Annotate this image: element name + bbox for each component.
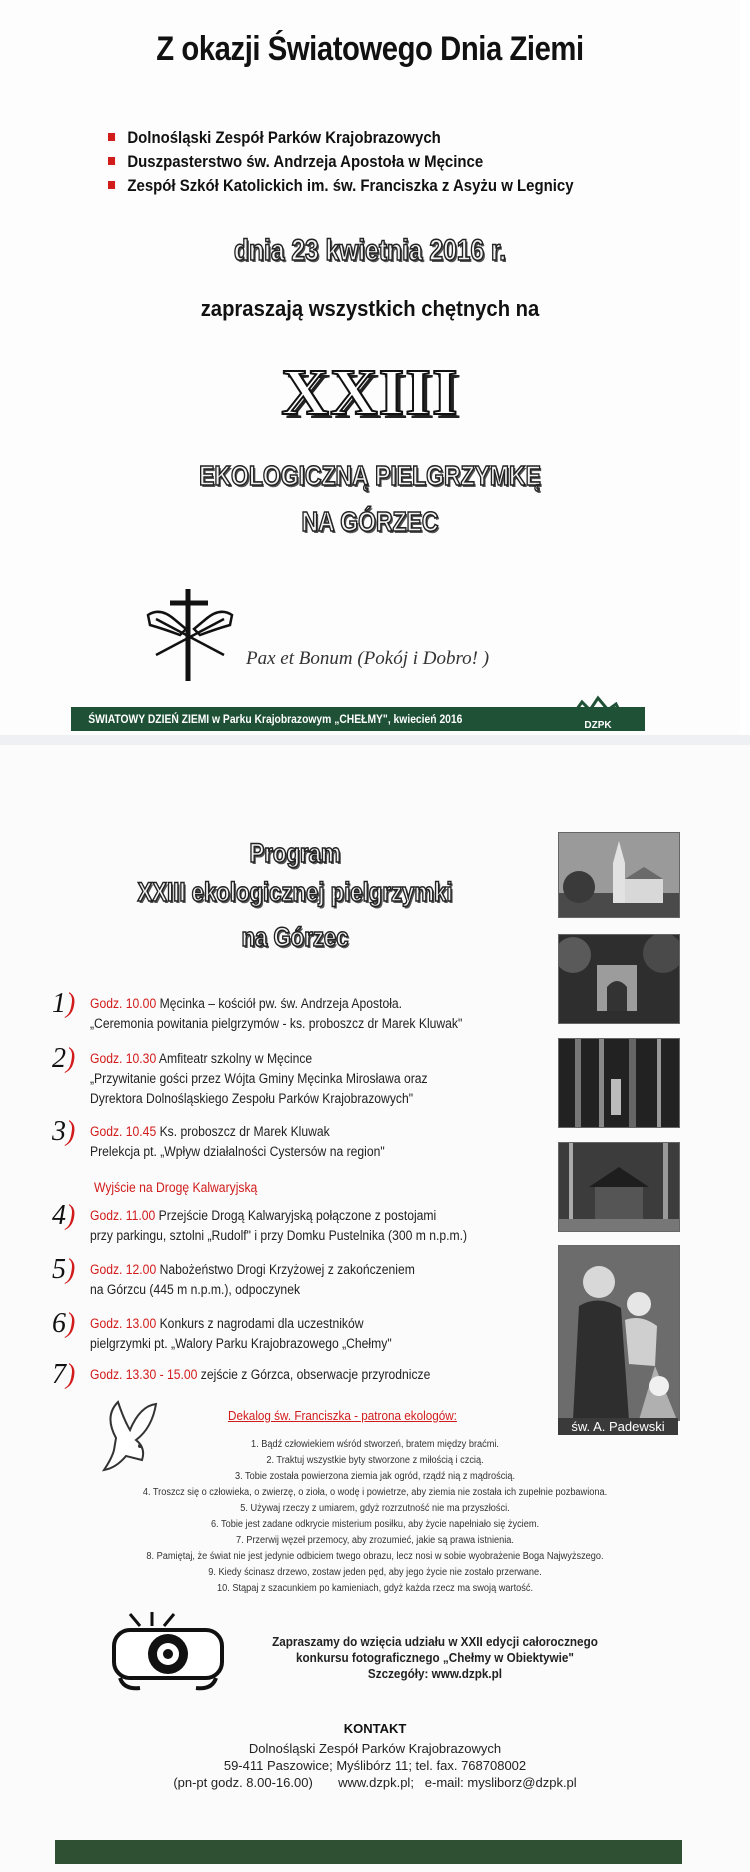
program-item: Godz. 13.30 - 15.00 zejście z Górzca, obserwacje przyrodnicze (90, 1367, 431, 1382)
page-separator (0, 735, 750, 745)
contact-line: (pn-pt godz. 8.00-16.00) www.dzpk.pl; e-mail: mysliborz@dzpk.pl (173, 1775, 577, 1790)
organizer-list (108, 126, 668, 198)
contest-link[interactable]: Szczegóły: www.dzpk.pl (367, 1666, 503, 1681)
poster-page-1 (0, 0, 740, 735)
bottom-bar (55, 1840, 682, 1864)
dekalog-rule: 3. Tobie została powierzona ziemia jak ogród, rządź nią z mądrością. (234, 1471, 516, 1482)
dekalog-rule: 1. Bądź człowiekiem wśród stworzeń, bratem między braćmi. (251, 1439, 499, 1450)
program-item: Godz. 13.00 Konkurs z nagrodami dla uczestników pielgrzymki pt. „Walory Parku Krajobrazowego „Chełmy" (90, 1316, 392, 1351)
program-item: Godz. 10.00 Męcinka – kościół pw. św. Andrzeja Apostoła. „Ceremonia powitania pielgrzymów - ks. proboszcz dr Marek Kluwak" (90, 996, 463, 1031)
program-item-number: 6) (52, 1308, 76, 1339)
program-item: Godz. 10.45 Ks. proboszcz dr Marek Kluwak Prelekcja pt. „Wpływ działalności Cystersów na region" (90, 1124, 385, 1159)
program-title-line3: na Górzec (241, 922, 349, 952)
dekalog-rule: 9. Kiedy ścinasz drzewo, zostaw jeden pęd, aby jego życie nie zostało przerwane. (208, 1567, 542, 1578)
bullet-icon (108, 157, 115, 165)
edition-number: XXIII (281, 356, 459, 429)
dekalog-title: Dekalog św. Franciszka - patrona ekologów: (228, 1408, 457, 1423)
bullet-icon (108, 133, 115, 141)
dekalog-rule: 6. Tobie jest zadane odkrycie misterium posiłku, aby życie napełniało się życiem. (210, 1519, 540, 1530)
program-item-number: 3) (52, 1116, 76, 1147)
bullet-icon (108, 181, 115, 189)
kalwaria-label: Wyjście na Drogę Kalwaryjską (94, 1180, 258, 1195)
invite-text: zapraszają wszystkich chętnych na (200, 296, 540, 321)
program-item-number: 1) (52, 988, 76, 1019)
logo-text: DZPK (584, 720, 612, 731)
dekalog-rule: 7. Przerwij węzeł przemocy, aby zrozumieć, jakie są prawa istnienia. (236, 1535, 514, 1546)
dekalog-rule: 2. Traktuj wszystkie byty stworzone z miłością i czcią. (266, 1455, 484, 1466)
program-item-number: 4) (52, 1200, 76, 1231)
dekalog-rule: 8. Pamiętaj, że świat nie jest jedynie odbiciem twego obrazu, lecz nosi w sobie wyobrażenie Boga Najwyższego. (146, 1551, 604, 1562)
program-item-number: 7) (52, 1359, 76, 1390)
photo-caption: św. A. Padewski (558, 1418, 678, 1435)
page-title: Z okazji Światowego Dnia Ziemi (156, 30, 584, 68)
program-line: Amfiteatr szkolny w Męcince „Przywitanie gości przez Wójta Gminy Męcinka Mirosława oraz Dyrektora Dolnośląskiego Zespołu Parków Krajobrazowych" (90, 1051, 428, 1106)
camera-icon (100, 1610, 235, 1692)
motto: Pax et Bonum (Pokój i Dobro! ) (246, 648, 490, 669)
hermit-house-photo (558, 1142, 680, 1232)
dekalog-rule: 5. Używaj rzeczy z umiarem, gdyż rozrzutność nie ma przyszłości. (240, 1503, 510, 1514)
program-line: Konkurs z nagrodami dla uczestników pielgrzymki pt. „Walory Parku Krajobrazowego „Chełmy" (90, 1316, 392, 1351)
program-title-line2: XXIII ekologicznej pielgrzymki (137, 877, 453, 907)
organizer-item: Zespół Szkół Katolickich im. św. Franciszka z Asyżu w Legnicy (108, 174, 601, 198)
event-date: dnia 23 kwietnia 2016 r. (233, 234, 507, 267)
program-line: Przejście Drogą Kalwaryjską połączone z postojami przy parkingu, sztolni „Rudolf" i przy Domku Pustelnika (300 m n.p.m.) (90, 1208, 468, 1243)
pilgrimage-title-line1: EKOLOGICZNĄ PIELGRZYMKĘ (199, 460, 541, 491)
program-item-number: 2) (52, 1043, 76, 1074)
cross-icon (140, 585, 240, 685)
program-item-number: 5) (52, 1254, 76, 1285)
program-item: Godz. 12.00 Nabożeństwo Drogi Krzyżowej z zakończeniem na Górzcu (445 m n.p.m.), odpoczynek (90, 1262, 415, 1297)
dekalog-rule: 4. Troszcz się o człowieka, o zwierzę, o zioła, o wodę i powietrze, aby ziemia nie została ich zupełnie pozbawiona. (142, 1487, 608, 1498)
pilgrimage-title-line2: NA GÓRZEC (301, 506, 439, 537)
contest-line: konkursu fotograficznego „Chełmy w Obiektywie" (296, 1650, 574, 1665)
program-title-line1: Program (249, 838, 341, 868)
program-item: Godz. 10.30 Amfiteatr szkolny w Męcince „Przywitanie gości przez Wójta Gminy Męcinka Mirosława oraz Dyrektora Dolnośląskiego Zespołu Parków Krajobrazowych" (90, 1051, 428, 1106)
footer-bar: ŚWIATOWY DZIEŃ ZIEMI w Parku Krajobrazowym „CHEŁMY", kwiecień 2016 (71, 707, 645, 731)
contest-line: Zapraszamy do wzięcia udziału w XXII edycji całorocznego (272, 1634, 598, 1649)
contact-title: KONTAKT (343, 1721, 407, 1736)
chapel-photo (558, 934, 680, 1024)
church-photo (558, 832, 680, 918)
program-item: Godz. 11.00 Przejście Drogą Kalwaryjską połączone z postojami przy parkingu, sztolni „Rudolf" i przy Domku Pustelnika (300 m n.p.m.) (90, 1208, 468, 1243)
dzpk-logo-icon (566, 694, 626, 732)
organizer-item: Dolnośląski Zespół Parków Krajobrazowych (108, 126, 601, 150)
contact-line: 59-411 Paszowice; Myślibórz 11; tel. fax. 768708002 (223, 1758, 527, 1773)
organizer-item: Duszpasterstwo św. Andrzeja Apostoła w Męcince (108, 150, 601, 174)
contact-line: Dolnośląski Zespół Parków Krajobrazowych (248, 1741, 502, 1756)
program-line: Nabożeństwo Drogi Krzyżowej z zakończeniem na Górzcu (445 m n.p.m.), odpoczynek (90, 1262, 415, 1297)
program-line: Ks. proboszcz dr Marek Kluwak Prelekcja pt. „Wpływ działalności Cystersów na region" (90, 1124, 385, 1159)
forest-photo (558, 1038, 680, 1128)
dekalog-rule: 10. Stąpaj z szacunkiem po kamieniach, gdyż każda rzecz ma swoją wartość. (216, 1583, 534, 1594)
saint-anthony-image (558, 1245, 680, 1421)
